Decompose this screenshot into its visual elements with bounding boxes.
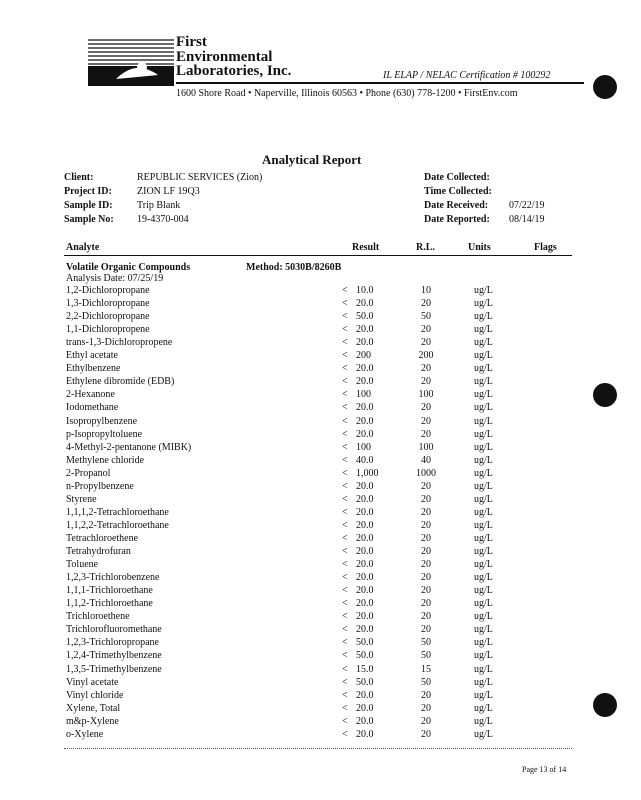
page-number: Page 13 of 14 [522, 765, 567, 774]
less-than-sign: < [342, 624, 348, 636]
table-row [0, 637, 641, 650]
analyte-name: Ethylene dibromide (EDB) [66, 376, 175, 388]
sample-id-label: Sample ID: [64, 200, 113, 211]
result-units: ug/L [474, 324, 493, 336]
analyte-name: Ethyl acetate [66, 350, 118, 362]
reporting-limit: 20 [421, 376, 431, 388]
reporting-limit: 50 [421, 311, 431, 323]
analyte-name: Trichlorofluoromethane [66, 624, 162, 636]
result-value: 20.0 [356, 559, 374, 570]
less-than-sign: < [342, 285, 348, 296]
less-than-sign: < [342, 454, 348, 466]
project-id-value: ZION LF 19Q3 [137, 186, 200, 197]
less-than-sign: < [342, 598, 348, 610]
less-than-sign: < [342, 467, 348, 479]
result-units: ug/L [474, 454, 493, 466]
result-value: 50.0 [356, 637, 374, 649]
result-value: 20.0 [356, 533, 374, 544]
reporting-limit: 100 [418, 389, 434, 401]
result-units: ug/L [474, 533, 493, 544]
less-than-sign: < [342, 493, 348, 505]
analyte-name: Vinyl chloride [66, 689, 124, 701]
analyte-name: Ethylbenzene [66, 363, 121, 375]
reporting-limit: 20 [421, 728, 431, 740]
less-than-sign: < [342, 663, 348, 675]
reporting-limit: 20 [421, 506, 431, 518]
analyte-name: 1,2,3-Trichloropropane [66, 637, 159, 649]
result-units: ug/L [474, 428, 493, 440]
client-value: REPUBLIC SERVICES (Zion) [137, 172, 263, 183]
table-row [0, 389, 641, 402]
reporting-limit: 20 [421, 480, 431, 492]
table-row [0, 494, 641, 507]
analyte-name: 2,2-Dichloropropane [66, 311, 150, 323]
table-row [0, 285, 641, 298]
table-row [0, 429, 641, 442]
result-value: 20.0 [356, 715, 374, 727]
analyte-name: Styrene [66, 493, 97, 505]
reporting-limit: 20 [421, 598, 431, 610]
result-units: ug/L [474, 441, 493, 453]
analyte-name: 1,2,4-Trimethylbenzene [66, 650, 162, 662]
result-units: ug/L [474, 650, 493, 662]
result-value: 20.0 [356, 585, 374, 597]
table-row [0, 572, 641, 585]
less-than-sign: < [342, 533, 348, 544]
col-analyte: Analyte [66, 242, 100, 253]
analyte-name: n-Propylbenzene [66, 480, 134, 492]
analyte-name: o-Xylene [66, 728, 104, 740]
result-units: ug/L [474, 663, 493, 675]
reporting-limit: 10 [421, 285, 431, 296]
result-value: 20.0 [356, 402, 374, 414]
table-row [0, 468, 641, 481]
table-row [0, 507, 641, 520]
less-than-sign: < [342, 298, 348, 310]
less-than-sign: < [342, 702, 348, 714]
result-value: 20.0 [356, 376, 374, 388]
table-row [0, 324, 641, 337]
analysis-date: Analysis Date: 07/25/19 [66, 273, 164, 284]
reporting-limit: 50 [421, 650, 431, 662]
analyte-name: 1,3,5-Trimethylbenzene [66, 663, 162, 675]
reporting-limit: 20 [421, 402, 431, 414]
reporting-limit: 20 [421, 324, 431, 336]
result-units: ug/L [474, 480, 493, 492]
result-units: ug/L [474, 376, 493, 388]
result-value: 20.0 [356, 428, 374, 440]
reporting-limit: 50 [421, 637, 431, 649]
result-value: 20.0 [356, 493, 374, 505]
reporting-limit: 20 [421, 624, 431, 636]
table-row [0, 350, 641, 363]
result-value: 20.0 [356, 480, 374, 492]
less-than-sign: < [342, 519, 348, 531]
result-units: ug/L [474, 585, 493, 597]
reporting-limit: 20 [421, 715, 431, 727]
less-than-sign: < [342, 441, 348, 453]
date-received-label: Date Received: [424, 200, 489, 211]
result-value: 20.0 [356, 506, 374, 518]
col-result: Result [352, 242, 380, 253]
result-value: 20.0 [356, 519, 374, 531]
analyte-name: m&p-Xylene [66, 715, 119, 727]
time-collected-label: Time Collected: [424, 186, 492, 197]
company-name-line-1: First [176, 34, 207, 50]
less-than-sign: < [342, 715, 348, 727]
table-row [0, 716, 641, 729]
result-value: 200 [356, 350, 371, 362]
reporting-limit: 20 [421, 559, 431, 570]
analyte-name: 1,2-Dichloropropane [66, 285, 150, 296]
less-than-sign: < [342, 415, 348, 427]
reporting-limit: 20 [421, 363, 431, 375]
table-row [0, 664, 641, 677]
table-row [0, 690, 641, 703]
company-name-line-2: Environmental [176, 49, 273, 65]
analyte-name: 1,1,1-Trichloroethane [66, 585, 153, 597]
result-value: 40.0 [356, 454, 374, 466]
company-address: 1600 Shore Road • Naperville, Illinois 60563 • Phone (630) 778-1200 • FirstEnv.com [176, 88, 518, 99]
reporting-limit: 20 [421, 298, 431, 310]
result-units: ug/L [474, 363, 493, 375]
analyte-name: Trichloroethene [66, 611, 130, 623]
result-units: ug/L [474, 598, 493, 610]
table-row [0, 442, 641, 455]
table-bottom-rule [64, 748, 572, 749]
analyte-name: 2-Propanol [66, 467, 111, 479]
table-row [0, 311, 641, 324]
sample-id-value: Trip Blank [137, 200, 181, 211]
reporting-limit: 20 [421, 533, 431, 544]
result-value: 20.0 [356, 415, 374, 427]
less-than-sign: < [342, 311, 348, 323]
reporting-limit: 20 [421, 493, 431, 505]
less-than-sign: < [342, 324, 348, 336]
analyte-name: 1,2,3-Trichlorobenzene [66, 572, 160, 584]
result-value: 50.0 [356, 676, 374, 688]
date-received-value: 07/22/19 [509, 200, 545, 211]
analyte-name: 1,1,2-Trichloroethane [66, 598, 153, 610]
less-than-sign: < [342, 389, 348, 401]
table-row [0, 546, 641, 559]
less-than-sign: < [342, 611, 348, 623]
result-units: ug/L [474, 676, 493, 688]
result-value: 20.0 [356, 624, 374, 636]
result-units: ug/L [474, 415, 493, 427]
reporting-limit: 15 [421, 663, 431, 675]
less-than-sign: < [342, 506, 348, 518]
result-value: 20.0 [356, 702, 374, 714]
table-row [0, 703, 641, 716]
table-row [0, 298, 641, 311]
analyte-name: Tetrahydrofuran [66, 546, 131, 557]
result-value: 100 [356, 441, 371, 453]
reporting-limit: 20 [421, 611, 431, 623]
result-value: 15.0 [356, 663, 374, 675]
result-units: ug/L [474, 611, 493, 623]
analyte-name: 1,1,1,2-Tetrachloroethane [66, 506, 169, 518]
result-value: 20.0 [356, 689, 374, 701]
analyte-name: 1,3-Dichloropropane [66, 298, 150, 310]
result-value: 1,000 [356, 467, 379, 479]
analyte-name: Xylene, Total [66, 702, 121, 714]
less-than-sign: < [342, 728, 348, 740]
reporting-limit: 20 [421, 519, 431, 531]
table-row [0, 559, 641, 572]
result-units: ug/L [474, 702, 493, 714]
result-value: 10.0 [356, 285, 374, 296]
reporting-limit: 40 [421, 454, 431, 466]
result-value: 50.0 [356, 311, 374, 323]
analyte-name: Toluene [66, 559, 99, 570]
reporting-limit: 20 [421, 689, 431, 701]
result-units: ug/L [474, 559, 493, 570]
results-table-header [64, 242, 572, 256]
result-units: ug/L [474, 402, 493, 414]
result-value: 50.0 [356, 650, 374, 662]
result-units: ug/L [474, 715, 493, 727]
less-than-sign: < [342, 402, 348, 414]
analyte-name: 1,1-Dichloropropene [66, 324, 150, 336]
less-than-sign: < [342, 546, 348, 557]
analyte-name: p-Isopropyltoluene [66, 428, 143, 440]
result-units: ug/L [474, 506, 493, 518]
table-row [0, 533, 641, 546]
less-than-sign: < [342, 689, 348, 701]
col-units: Units [468, 242, 491, 253]
result-value: 20.0 [356, 598, 374, 610]
table-row [0, 677, 641, 690]
analyte-name: Methylene chloride [66, 454, 145, 466]
reporting-limit: 20 [421, 572, 431, 584]
result-units: ug/L [474, 337, 493, 349]
col-flags: Flags [534, 242, 557, 253]
result-value: 20.0 [356, 611, 374, 623]
result-value: 20.0 [356, 363, 374, 375]
result-value: 20.0 [356, 337, 374, 349]
table-row [0, 624, 641, 637]
result-units: ug/L [474, 689, 493, 701]
result-units: ug/L [474, 389, 493, 401]
date-collected-label: Date Collected: [424, 172, 490, 183]
project-id-label: Project ID: [64, 186, 112, 197]
result-value: 20.0 [356, 728, 374, 740]
company-logo [86, 35, 176, 87]
result-units: ug/L [474, 728, 493, 740]
table-row [0, 520, 641, 533]
company-name-line-3: Laboratories, Inc. [176, 63, 292, 79]
analyte-name: Tetrachloroethene [66, 533, 139, 544]
reporting-limit: 20 [421, 415, 431, 427]
table-row [0, 598, 641, 611]
analyte-group: Volatile Organic Compounds [66, 262, 191, 273]
punch-hole-top [593, 75, 617, 99]
less-than-sign: < [342, 376, 348, 388]
analyte-name: Vinyl acetate [66, 676, 119, 688]
less-than-sign: < [342, 480, 348, 492]
analyte-name: Iodomethane [66, 402, 119, 414]
report-title: Analytical Report [262, 152, 362, 167]
result-units: ug/L [474, 624, 493, 636]
reporting-limit: 100 [418, 441, 434, 453]
reporting-limit: 20 [421, 428, 431, 440]
less-than-sign: < [342, 559, 348, 570]
table-row [0, 363, 641, 376]
result-units: ug/L [474, 637, 493, 649]
col-rl: R.L. [416, 242, 435, 253]
reporting-limit: 50 [421, 676, 431, 688]
sample-no-value: 19-4370-004 [137, 214, 189, 225]
reporting-limit: 20 [421, 337, 431, 349]
analysis-method: Method: 5030B/8260B [246, 262, 342, 273]
reporting-limit: 200 [418, 350, 434, 362]
table-row [0, 376, 641, 389]
less-than-sign: < [342, 337, 348, 349]
reporting-limit: 20 [421, 702, 431, 714]
less-than-sign: < [342, 650, 348, 662]
certification-number: IL ELAP / NELAC Certification # 100292 [383, 70, 551, 81]
less-than-sign: < [342, 585, 348, 597]
reporting-limit: 20 [421, 546, 431, 557]
less-than-sign: < [342, 637, 348, 649]
result-value: 20.0 [356, 298, 374, 310]
result-value: 20.0 [356, 546, 374, 557]
client-label: Client: [64, 172, 94, 183]
table-row [0, 481, 641, 494]
result-value: 20.0 [356, 324, 374, 336]
reporting-limit: 1000 [416, 467, 436, 479]
result-value: 100 [356, 389, 371, 401]
result-value: 20.0 [356, 572, 374, 584]
date-reported-value: 08/14/19 [509, 214, 545, 225]
result-units: ug/L [474, 493, 493, 505]
date-reported-label: Date Reported: [424, 214, 490, 225]
less-than-sign: < [342, 572, 348, 584]
table-row [0, 650, 641, 663]
result-units: ug/L [474, 285, 493, 296]
less-than-sign: < [342, 676, 348, 688]
result-units: ug/L [474, 298, 493, 310]
reporting-limit: 20 [421, 585, 431, 597]
less-than-sign: < [342, 428, 348, 440]
result-units: ug/L [474, 519, 493, 531]
header-divider [176, 82, 584, 84]
table-row [0, 337, 641, 350]
table-row [0, 611, 641, 624]
sample-no-label: Sample No: [64, 214, 114, 225]
analyte-name: 2-Hexanone [66, 389, 115, 401]
result-units: ug/L [474, 350, 493, 362]
table-row [0, 402, 641, 415]
analyte-name: 4-Methyl-2-pentanone (MIBK) [66, 441, 192, 453]
result-units: ug/L [474, 546, 493, 557]
result-units: ug/L [474, 311, 493, 323]
table-row [0, 585, 641, 598]
result-units: ug/L [474, 467, 493, 479]
analyte-name: trans-1,3-Dichloropropene [66, 337, 173, 349]
less-than-sign: < [342, 363, 348, 375]
table-row [0, 416, 641, 429]
less-than-sign: < [342, 350, 348, 362]
table-row [0, 729, 641, 742]
analyte-name: Isopropylbenzene [66, 415, 138, 427]
table-row [0, 455, 641, 468]
result-units: ug/L [474, 572, 493, 584]
analyte-name: 1,1,2,2-Tetrachloroethane [66, 519, 169, 531]
